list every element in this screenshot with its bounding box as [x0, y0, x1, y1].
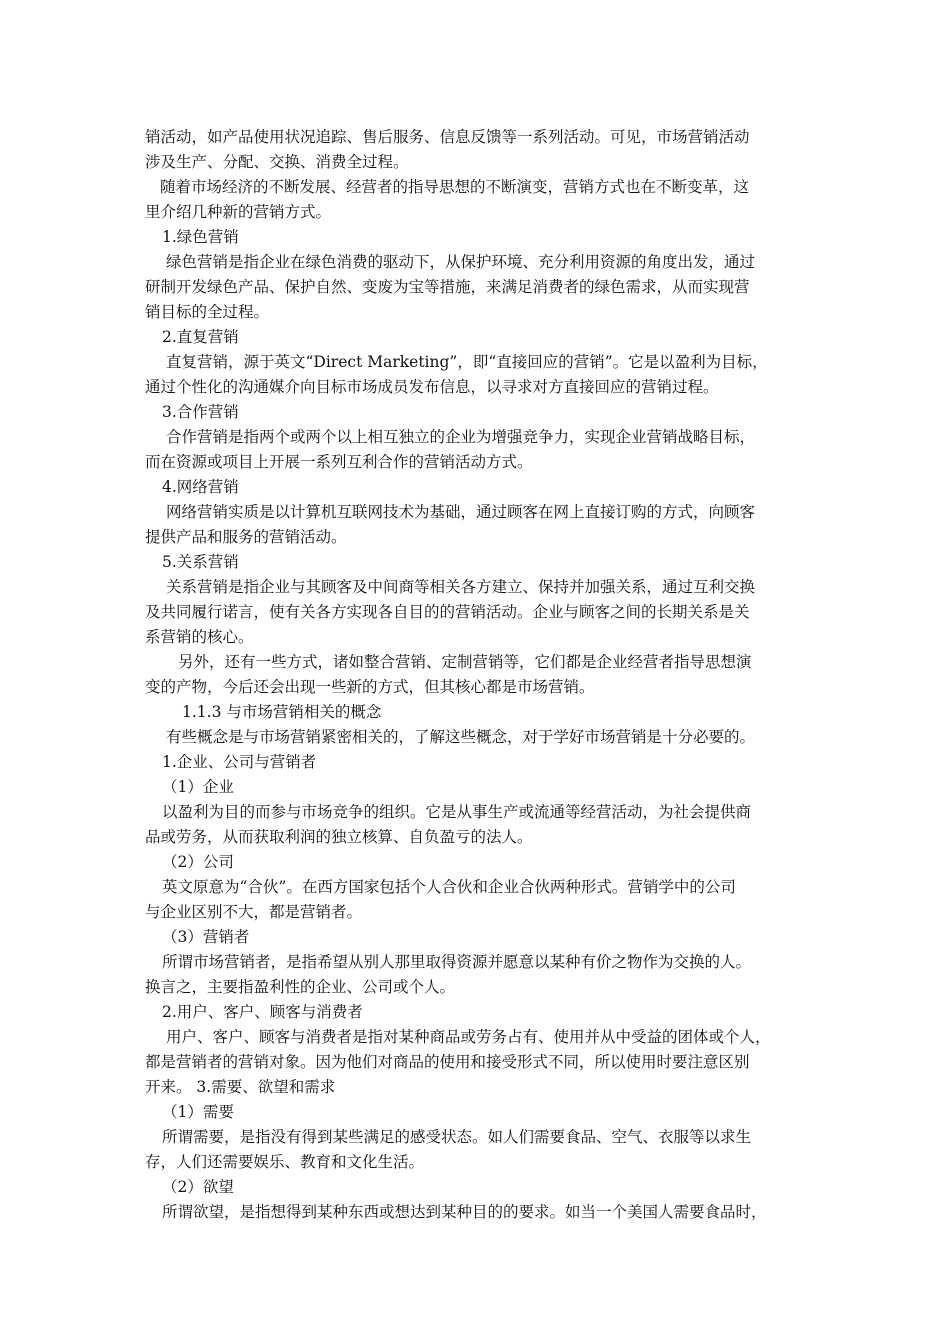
- text-line: 另外，还有一些方式，诸如整合营销、定制营销等，它们都是企业经营者指导思想演: [178, 653, 752, 671]
- section-heading: 4.网络营销: [162, 478, 239, 496]
- text-line: 都是营销者的营销对象。因为他们对商品的使用和接受形式不同，所以使用时要注意区别: [145, 1053, 750, 1071]
- item-heading: （2）欲望: [162, 1178, 234, 1196]
- text-line: 直复营销，源于英文“Direct Marketing”，即“直接回应的营销”。它是以盈利为目标，: [166, 353, 768, 371]
- item-heading: （3）营销者: [162, 928, 250, 946]
- text-line: 品或劳务，从而获取利润的独立核算、自负盈亏的法人。: [145, 828, 533, 846]
- section-heading: 2.用户、客户、顾客与消费者: [162, 1003, 363, 1021]
- text-line: 销目标的全过程。: [145, 303, 270, 321]
- item-heading: （2）公司: [162, 853, 234, 871]
- text-line: 及共同履行诺言，使有关各方实现各自目的的营销活动。企业与顾客之间的长期关系是关: [145, 603, 750, 621]
- section-heading: 2.直复营销: [162, 328, 239, 346]
- text-line: 所谓欲望，是指想得到某种东西或想达到某种目的的要求。如当一个美国人需要食品时，: [162, 1203, 767, 1221]
- text-line: 与企业区别不大，都是营销者。: [145, 903, 363, 921]
- subsection-heading: 1.1.3 与市场营销相关的概念: [182, 703, 382, 721]
- text-line: 系营销的核心。: [145, 628, 254, 646]
- section-heading: 1.企业、公司与营销者: [162, 753, 317, 771]
- section-heading: 5.关系营销: [162, 553, 239, 571]
- text-line: 以盈利为目的而参与市场竞争的组织。它是从事生产或流通等经营活动，为社会提供商: [162, 803, 752, 821]
- item-heading: （1）需要: [162, 1103, 234, 1121]
- text-line: 而在资源或项目上开展一系列互利合作的营销活动方式。: [145, 453, 533, 471]
- text-line: 变的产物，今后还会出现一些新的方式，但其核心都是市场营销。: [145, 678, 595, 696]
- text-line: 换言之，主要指盈利性的企业、公司或个人。: [145, 978, 456, 996]
- item-heading: （1）企业: [162, 778, 234, 796]
- text-line: 网络营销实质是以计算机互联网技术为基础，通过顾客在网上直接订购的方式，向顾客: [166, 503, 756, 521]
- text-line: 用户、客户、顾客与消费者是指对某种商品或劳务占有、使用并从中受益的团体或个人，: [166, 1028, 771, 1046]
- text-line: 所谓市场营销者，是指希望从别人那里取得资源并愿意以某种有价之物作为交换的人。: [162, 953, 752, 971]
- text-line: 销活动，如产品使用状况追踪、售后服务、信息反馈等一系列活动。可见，市场营销活动: [145, 128, 750, 146]
- text-line: 存，人们还需要娱乐、教育和文化生活。: [145, 1153, 425, 1171]
- text-line: 关系营销是指企业与其顾客及中间商等相关各方建立、保持并加强关系，通过互利交换: [166, 578, 756, 596]
- text-line: 涉及生产、分配、交换、消费全过程。: [145, 153, 409, 171]
- text-line: 里介绍几种新的营销方式。: [145, 203, 332, 221]
- text-line: 英文原意为“合伙”。在西方国家包括个人合伙和企业合伙两种形式。营销学中的公司: [162, 878, 736, 896]
- text-line: 所谓需要，是指没有得到某些满足的感受状态。如人们需要食品、空气、衣服等以求生: [162, 1128, 752, 1146]
- text-line: 合作营销是指两个或两个以上相互独立的企业为增强竞争力，实现企业营销战略目标，: [166, 428, 756, 446]
- section-heading: 3.合作营销: [162, 403, 239, 421]
- text-line: 开来。 3.需要、欲望和需求: [145, 1078, 336, 1096]
- text-line: 有些概念是与市场营销紧密相关的，了解这些概念，对于学好市场营销是十分必要的。: [166, 728, 756, 746]
- section-heading: 1.绿色营销: [162, 228, 239, 246]
- text-line: 绿色营销是指企业在绿色消费的驱动下，从保护环境、充分利用资源的角度出发，通过: [166, 253, 756, 271]
- text-line: 研制开发绿色产品、保护自然、变废为宝等措施，来满足消费者的绿色需求，从而实现营: [145, 278, 750, 296]
- text-line: 提供产品和服务的营销活动。: [145, 528, 347, 546]
- text-line: 通过个性化的沟通媒介向目标市场成员发布信息，以寻求对方直接回应的营销过程。: [145, 378, 719, 396]
- text-line: 随着市场经济的不断发展、经营者的指导思想的不断演变，营销方式也在不断变革，这: [160, 178, 750, 196]
